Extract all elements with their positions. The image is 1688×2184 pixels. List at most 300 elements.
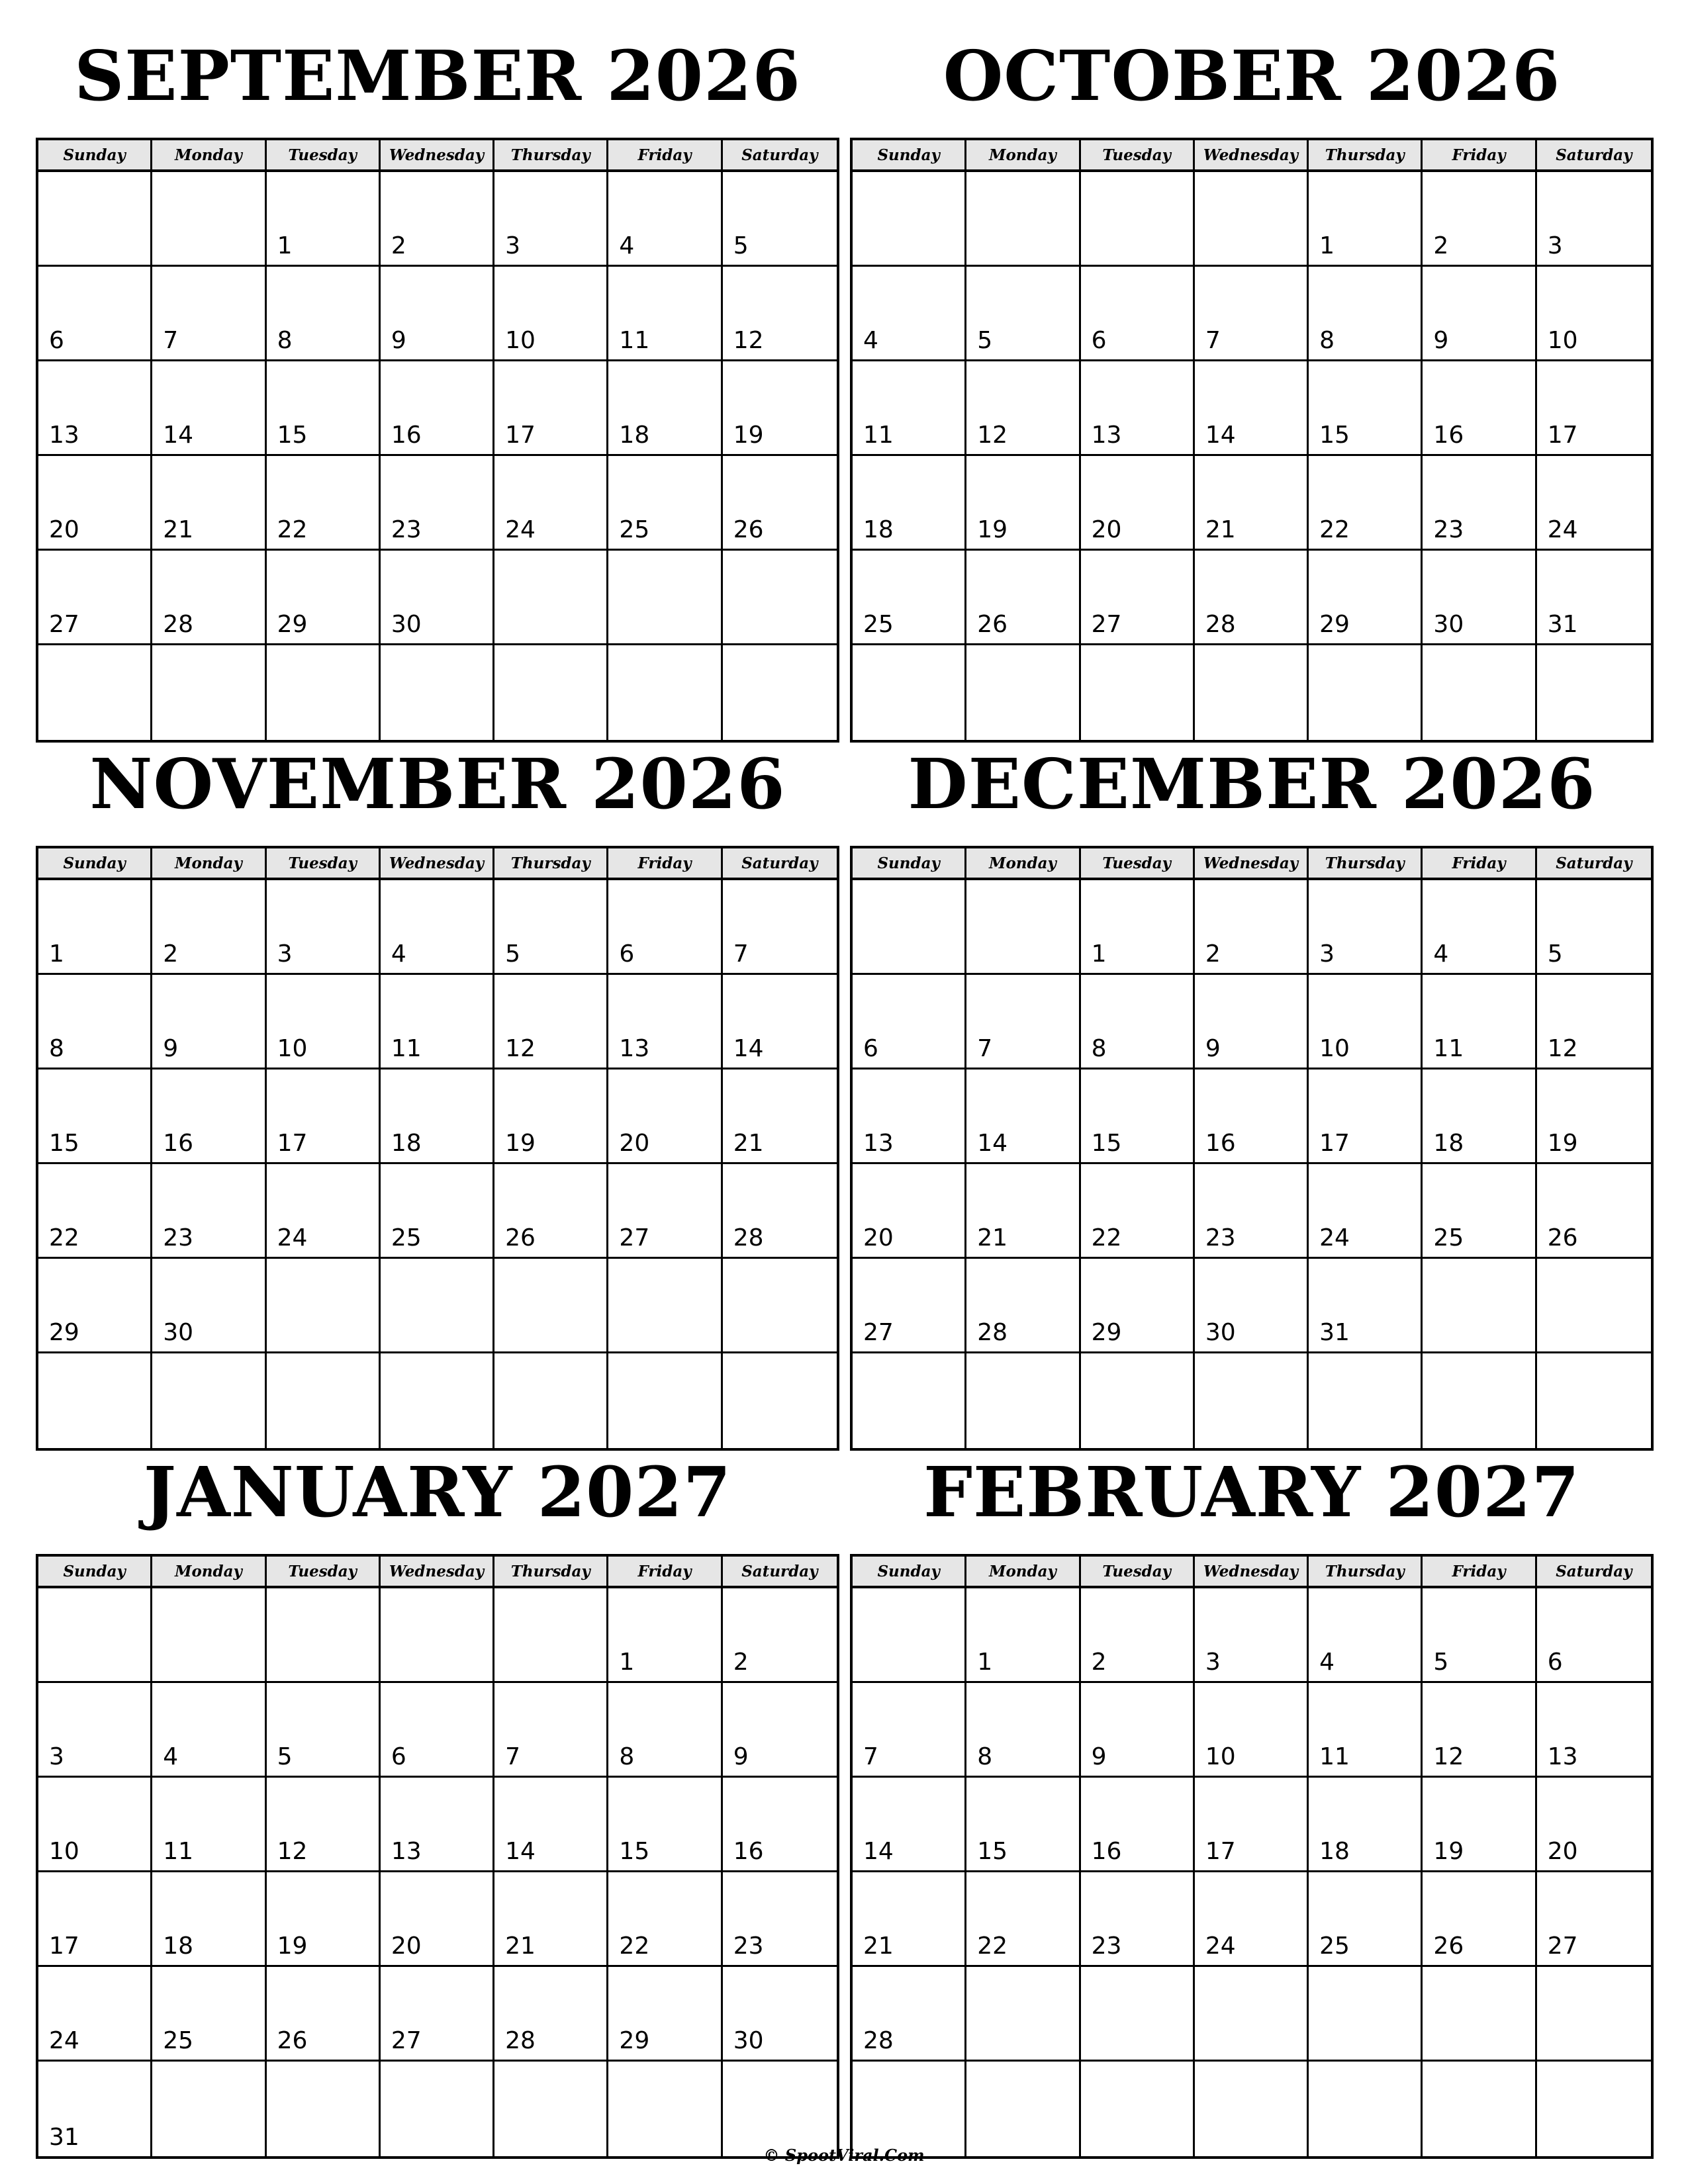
day-number: 5 xyxy=(977,327,993,354)
day-number: 4 xyxy=(1433,940,1449,968)
day-cell xyxy=(1309,551,1423,645)
day-number: 10 xyxy=(49,1838,79,1865)
day-cell xyxy=(966,267,1080,361)
day-cell xyxy=(381,1069,494,1164)
day-cell xyxy=(381,551,494,645)
day-cell xyxy=(1537,361,1651,456)
day-number: 23 xyxy=(1091,1933,1122,1960)
day-cell xyxy=(152,880,266,975)
day-cell xyxy=(966,1069,1080,1164)
day-number: 26 xyxy=(733,516,764,543)
day-number: 1 xyxy=(1319,232,1335,259)
day-cell xyxy=(853,456,966,551)
day-cell xyxy=(608,551,722,645)
day-number: 28 xyxy=(733,1224,764,1251)
day-cell xyxy=(1309,361,1423,456)
day-cell xyxy=(608,1069,722,1164)
weekday-header: Wednesday xyxy=(1195,1557,1309,1588)
day-number: 23 xyxy=(163,1224,194,1251)
day-cell xyxy=(1081,1588,1195,1683)
day-cell xyxy=(1195,1069,1309,1164)
weekday-header: Wednesday xyxy=(381,1557,494,1588)
day-cell xyxy=(1423,1588,1536,1683)
day-cell xyxy=(267,1259,381,1353)
weekday-header: Tuesday xyxy=(1081,1557,1195,1588)
day-cell xyxy=(267,1588,381,1683)
day-cell xyxy=(494,1967,608,2062)
day-number: 30 xyxy=(1433,611,1464,638)
day-number: 7 xyxy=(977,1035,993,1062)
day-cell xyxy=(152,1069,266,1164)
weekday-header: Tuesday xyxy=(267,140,381,172)
day-cell xyxy=(38,1353,152,1448)
day-cell xyxy=(152,1164,266,1259)
day-cell xyxy=(381,1259,494,1353)
day-cell xyxy=(1309,1683,1423,1778)
day-number: 28 xyxy=(505,2027,536,2054)
day-number: 26 xyxy=(277,2027,308,2054)
day-cell xyxy=(1423,1353,1536,1448)
day-cell xyxy=(608,1164,722,1259)
day-cell xyxy=(608,1588,722,1683)
day-cell xyxy=(267,1967,381,2062)
day-cell xyxy=(494,1588,608,1683)
day-number: 6 xyxy=(1547,1649,1563,1676)
day-number: 4 xyxy=(619,232,635,259)
day-cell xyxy=(494,1683,608,1778)
day-cell xyxy=(38,456,152,551)
day-number: 15 xyxy=(277,422,308,449)
day-cell xyxy=(1081,645,1195,740)
day-number: 5 xyxy=(733,232,749,259)
day-number: 21 xyxy=(505,1933,536,1960)
day-cell xyxy=(494,880,608,975)
day-number: 9 xyxy=(391,327,406,354)
day-cell xyxy=(1195,1588,1309,1683)
weekday-header: Thursday xyxy=(494,140,608,172)
day-cell xyxy=(38,361,152,456)
day-cell xyxy=(1537,551,1651,645)
day-number: 21 xyxy=(733,1130,764,1157)
day-number: 7 xyxy=(163,327,179,354)
day-cell xyxy=(1081,1353,1195,1448)
day-cell xyxy=(1195,361,1309,456)
day-cell xyxy=(381,172,494,267)
day-cell xyxy=(381,361,494,456)
day-number: 5 xyxy=(505,940,521,968)
weekday-header: Saturday xyxy=(1537,1557,1651,1588)
day-number: 26 xyxy=(1433,1933,1464,1960)
day-cell xyxy=(1309,880,1423,975)
day-cell xyxy=(723,456,837,551)
day-number: 23 xyxy=(1205,1224,1236,1251)
weekday-header: Sunday xyxy=(38,1557,152,1588)
day-cell xyxy=(38,1967,152,2062)
day-cell xyxy=(723,172,837,267)
day-cell xyxy=(1537,1069,1651,1164)
day-number: 2 xyxy=(1091,1649,1107,1676)
weekday-header: Friday xyxy=(608,848,722,880)
day-number: 12 xyxy=(277,1838,308,1865)
day-cell xyxy=(853,1259,966,1353)
day-number: 22 xyxy=(49,1224,79,1251)
day-number: 14 xyxy=(863,1838,894,1865)
day-cell xyxy=(966,551,1080,645)
day-number: 7 xyxy=(505,1743,521,1770)
day-cell xyxy=(152,645,266,740)
day-number: 4 xyxy=(391,940,406,968)
day-cell xyxy=(853,1164,966,1259)
day-cell xyxy=(494,172,608,267)
day-number: 20 xyxy=(1091,516,1122,543)
day-number: 3 xyxy=(277,940,293,968)
day-cell xyxy=(152,267,266,361)
day-number: 8 xyxy=(977,1743,993,1770)
day-cell xyxy=(494,1069,608,1164)
day-number: 15 xyxy=(977,1838,1008,1865)
day-number: 11 xyxy=(619,327,650,354)
day-cell xyxy=(381,1967,494,2062)
day-number: 6 xyxy=(1091,327,1107,354)
day-cell xyxy=(1537,1259,1651,1353)
day-cell xyxy=(38,1259,152,1353)
day-number: 16 xyxy=(163,1130,194,1157)
day-number: 10 xyxy=(1319,1035,1350,1062)
day-cell xyxy=(38,880,152,975)
day-number: 21 xyxy=(863,1933,894,1960)
day-number: 4 xyxy=(1319,1649,1335,1676)
day-number: 3 xyxy=(1547,232,1563,259)
day-number: 15 xyxy=(619,1838,650,1865)
day-cell xyxy=(1081,1259,1195,1353)
day-cell xyxy=(1309,975,1423,1069)
day-cell xyxy=(494,1353,608,1448)
day-number: 28 xyxy=(977,1319,1008,1346)
day-cell xyxy=(38,1778,152,1872)
day-cell xyxy=(381,975,494,1069)
day-number: 22 xyxy=(977,1933,1008,1960)
day-cell xyxy=(1537,1588,1651,1683)
day-number: 8 xyxy=(619,1743,635,1770)
day-number: 10 xyxy=(1547,327,1578,354)
weekday-header: Monday xyxy=(152,848,266,880)
day-cell xyxy=(723,1872,837,1967)
day-cell xyxy=(1081,172,1195,267)
day-number: 29 xyxy=(1319,611,1350,638)
day-cell xyxy=(381,880,494,975)
weekday-header: Thursday xyxy=(494,848,608,880)
day-cell xyxy=(152,361,266,456)
day-cell xyxy=(381,1353,494,1448)
day-cell xyxy=(38,2062,152,2156)
day-cell xyxy=(1423,456,1536,551)
day-number: 3 xyxy=(49,1743,64,1770)
day-cell xyxy=(723,551,837,645)
day-cell xyxy=(38,1069,152,1164)
day-number: 17 xyxy=(1547,422,1578,449)
day-number: 18 xyxy=(863,516,894,543)
day-number: 29 xyxy=(277,611,308,638)
weekday-header: Wednesday xyxy=(381,140,494,172)
day-number: 19 xyxy=(1547,1130,1578,1157)
day-cell xyxy=(267,1683,381,1778)
day-number: 1 xyxy=(49,940,64,968)
day-number: 26 xyxy=(505,1224,536,1251)
day-number: 6 xyxy=(391,1743,406,1770)
day-cell xyxy=(1081,1872,1195,1967)
day-cell xyxy=(1081,880,1195,975)
day-number: 16 xyxy=(391,422,422,449)
day-number: 18 xyxy=(163,1933,194,1960)
day-number: 13 xyxy=(391,1838,422,1865)
day-number: 27 xyxy=(863,1319,894,1346)
day-cell xyxy=(1195,975,1309,1069)
day-cell xyxy=(1537,456,1651,551)
day-number: 27 xyxy=(49,611,79,638)
month-title: NOVEMBER 2026 xyxy=(89,743,786,825)
day-cell xyxy=(723,645,837,740)
day-number: 10 xyxy=(277,1035,308,1062)
day-number: 21 xyxy=(163,516,194,543)
day-cell xyxy=(853,1967,966,2062)
day-cell xyxy=(152,172,266,267)
day-cell xyxy=(608,1259,722,1353)
day-number: 22 xyxy=(1319,516,1350,543)
day-number: 21 xyxy=(977,1224,1008,1251)
day-number: 23 xyxy=(391,516,422,543)
day-number: 12 xyxy=(733,327,764,354)
day-cell xyxy=(1081,1164,1195,1259)
day-number: 24 xyxy=(1205,1933,1236,1960)
day-cell xyxy=(1195,2062,1309,2156)
day-cell xyxy=(1537,2062,1651,2156)
day-cell xyxy=(1423,551,1536,645)
day-cell xyxy=(494,2062,608,2156)
day-cell xyxy=(1195,551,1309,645)
day-cell xyxy=(966,1164,1080,1259)
day-cell xyxy=(853,2062,966,2156)
day-cell xyxy=(267,1164,381,1259)
weekday-header: Monday xyxy=(966,848,1080,880)
day-cell xyxy=(152,1588,266,1683)
day-number: 9 xyxy=(1205,1035,1221,1062)
day-cell xyxy=(723,1967,837,2062)
day-cell xyxy=(608,1967,722,2062)
day-number: 6 xyxy=(863,1035,878,1062)
day-cell xyxy=(723,1778,837,1872)
day-cell xyxy=(853,1353,966,1448)
month-title: OCTOBER 2026 xyxy=(943,35,1561,116)
day-cell xyxy=(38,172,152,267)
day-cell xyxy=(1081,975,1195,1069)
day-number: 22 xyxy=(1091,1224,1122,1251)
day-number: 31 xyxy=(1547,611,1578,638)
day-cell xyxy=(966,645,1080,740)
day-cell xyxy=(152,1259,266,1353)
day-number: 14 xyxy=(505,1838,536,1865)
day-cell xyxy=(494,645,608,740)
weekday-header: Wednesday xyxy=(1195,848,1309,880)
day-number: 13 xyxy=(1547,1743,1578,1770)
day-cell xyxy=(1537,1353,1651,1448)
day-cell xyxy=(1195,1683,1309,1778)
day-cell xyxy=(723,1164,837,1259)
day-cell xyxy=(1537,1872,1651,1967)
day-cell xyxy=(1423,1872,1536,1967)
day-number: 12 xyxy=(977,422,1008,449)
day-cell xyxy=(966,880,1080,975)
day-cell xyxy=(1081,1778,1195,1872)
day-cell xyxy=(1423,1778,1536,1872)
day-cell xyxy=(608,172,722,267)
day-cell xyxy=(1081,1683,1195,1778)
day-cell xyxy=(1423,1967,1536,2062)
calendar-grid xyxy=(36,846,839,1451)
weekday-header: Friday xyxy=(1423,140,1536,172)
day-number: 14 xyxy=(1205,422,1236,449)
day-cell xyxy=(1423,361,1536,456)
day-number: 26 xyxy=(1547,1224,1578,1251)
day-cell xyxy=(1537,975,1651,1069)
day-cell xyxy=(152,2062,266,2156)
day-number: 3 xyxy=(1205,1649,1221,1676)
day-cell xyxy=(494,1259,608,1353)
day-number: 9 xyxy=(163,1035,179,1062)
day-cell xyxy=(1423,172,1536,267)
day-number: 28 xyxy=(863,2027,894,2054)
day-cell xyxy=(723,1069,837,1164)
day-number: 16 xyxy=(1091,1838,1122,1865)
day-number: 14 xyxy=(733,1035,764,1062)
day-number: 5 xyxy=(277,1743,293,1770)
day-number: 19 xyxy=(733,422,764,449)
day-number: 17 xyxy=(49,1933,79,1960)
day-cell xyxy=(853,975,966,1069)
day-cell xyxy=(608,645,722,740)
weekday-header: Friday xyxy=(1423,1557,1536,1588)
day-cell xyxy=(1195,1353,1309,1448)
day-number: 8 xyxy=(1319,327,1335,354)
day-cell xyxy=(38,975,152,1069)
day-number: 20 xyxy=(863,1224,894,1251)
day-number: 13 xyxy=(863,1130,894,1157)
day-number: 9 xyxy=(733,1743,749,1770)
day-cell xyxy=(608,1683,722,1778)
day-cell xyxy=(1423,1164,1536,1259)
day-cell xyxy=(1423,975,1536,1069)
day-cell xyxy=(1081,267,1195,361)
day-cell xyxy=(381,645,494,740)
day-number: 11 xyxy=(1319,1743,1350,1770)
day-number: 19 xyxy=(1433,1838,1464,1865)
day-number: 14 xyxy=(977,1130,1008,1157)
day-cell xyxy=(267,1069,381,1164)
day-number: 22 xyxy=(277,516,308,543)
day-cell xyxy=(1537,1164,1651,1259)
day-number: 30 xyxy=(163,1319,194,1346)
day-cell xyxy=(1423,2062,1536,2156)
day-cell xyxy=(608,1778,722,1872)
day-cell xyxy=(381,1778,494,1872)
day-cell xyxy=(152,1967,266,2062)
day-number: 27 xyxy=(391,2027,422,2054)
day-cell xyxy=(966,2062,1080,2156)
day-number: 9 xyxy=(1091,1743,1107,1770)
calendar-grid xyxy=(36,1554,839,2159)
day-cell xyxy=(1537,172,1651,267)
day-cell xyxy=(723,975,837,1069)
day-cell xyxy=(494,975,608,1069)
day-number: 27 xyxy=(1547,1933,1578,1960)
day-cell xyxy=(1423,1683,1536,1778)
day-cell xyxy=(853,361,966,456)
weekday-header: Thursday xyxy=(494,1557,608,1588)
day-cell xyxy=(152,1778,266,1872)
day-number: 4 xyxy=(163,1743,179,1770)
day-number: 24 xyxy=(277,1224,308,1251)
day-cell xyxy=(38,1683,152,1778)
day-number: 10 xyxy=(1205,1743,1236,1770)
day-number: 23 xyxy=(733,1933,764,1960)
day-cell xyxy=(267,1778,381,1872)
day-cell xyxy=(966,361,1080,456)
day-cell xyxy=(38,551,152,645)
day-number: 29 xyxy=(1091,1319,1122,1346)
weekday-header: Sunday xyxy=(38,848,152,880)
day-cell xyxy=(38,645,152,740)
day-cell xyxy=(494,456,608,551)
month-title: FEBRUARY 2027 xyxy=(923,1451,1580,1533)
day-number: 2 xyxy=(163,940,179,968)
day-cell xyxy=(723,880,837,975)
day-number: 16 xyxy=(733,1838,764,1865)
day-number: 2 xyxy=(733,1649,749,1676)
day-cell xyxy=(723,1588,837,1683)
day-cell xyxy=(1309,1069,1423,1164)
day-number: 24 xyxy=(505,516,536,543)
day-cell xyxy=(966,1588,1080,1683)
day-number: 6 xyxy=(619,940,635,968)
day-number: 1 xyxy=(1091,940,1107,968)
day-cell xyxy=(267,551,381,645)
day-number: 14 xyxy=(163,422,194,449)
day-cell xyxy=(1081,361,1195,456)
day-cell xyxy=(381,1872,494,1967)
day-cell xyxy=(1195,645,1309,740)
day-cell xyxy=(608,975,722,1069)
day-cell xyxy=(608,1353,722,1448)
day-cell xyxy=(1309,456,1423,551)
day-number: 17 xyxy=(1319,1130,1350,1157)
weekday-header: Thursday xyxy=(1309,848,1423,880)
day-cell xyxy=(38,1164,152,1259)
day-cell xyxy=(381,456,494,551)
day-cell xyxy=(381,267,494,361)
day-cell xyxy=(853,1872,966,1967)
day-number: 18 xyxy=(619,422,650,449)
weekday-header: Friday xyxy=(1423,848,1536,880)
day-cell xyxy=(966,1353,1080,1448)
day-number: 8 xyxy=(49,1035,64,1062)
day-cell xyxy=(267,267,381,361)
day-number: 13 xyxy=(619,1035,650,1062)
day-cell xyxy=(966,1259,1080,1353)
day-number: 31 xyxy=(49,2124,79,2151)
weekday-header: Thursday xyxy=(1309,140,1423,172)
day-cell xyxy=(853,645,966,740)
weekday-header: Monday xyxy=(152,140,266,172)
day-number: 21 xyxy=(1205,516,1236,543)
